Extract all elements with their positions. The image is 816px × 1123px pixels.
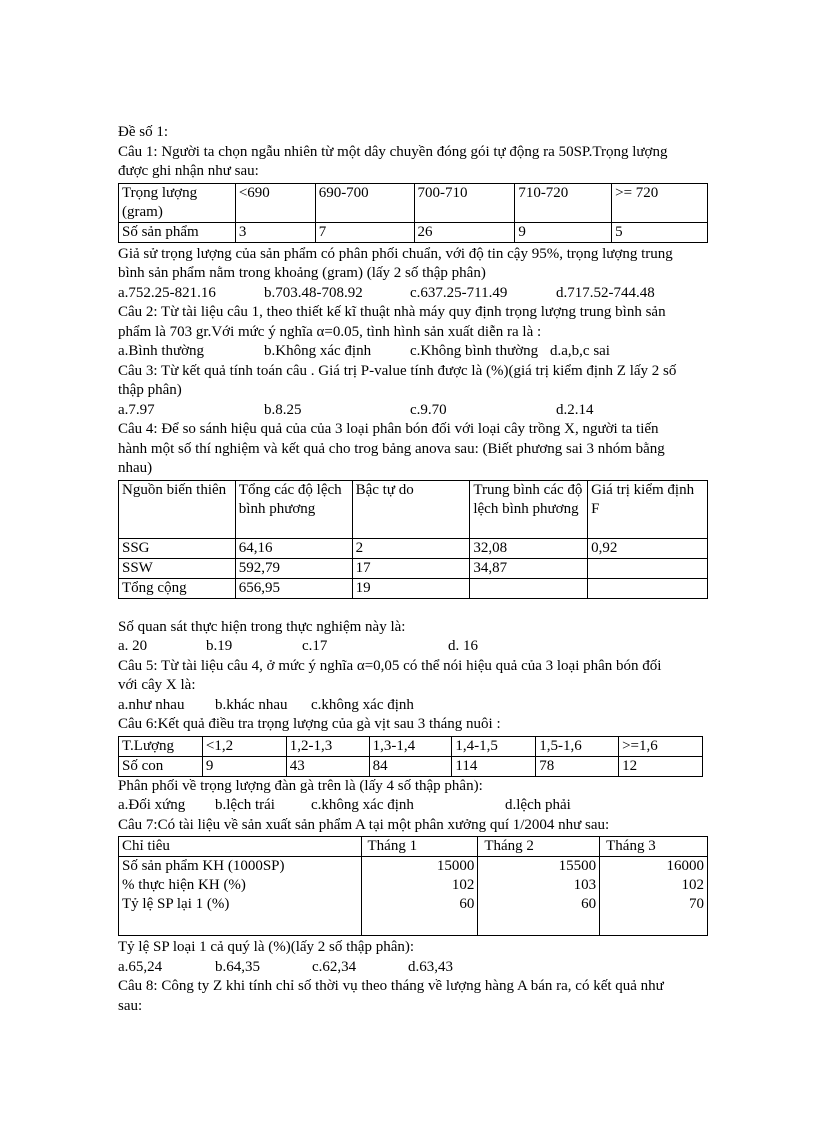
question-5-text: Câu 5: Từ tài liệu câu 4, ở mức ý nghĩa α=0,05 có thể nói hiệu quả của 3 loại phân bón đối với cây X là:: [118, 657, 662, 693]
cell: 3: [235, 222, 315, 242]
option: c.không xác định: [311, 696, 414, 713]
cell: [470, 578, 588, 598]
q4-anova-table: [118, 480, 708, 599]
question-6-text: Câu 6:Kết quả điều tra trọng lượng của gà vịt sau 3 tháng nuôi :: [118, 716, 501, 732]
option: a.65,24: [118, 958, 163, 975]
option: b.lệch trái: [215, 797, 275, 813]
cell: 19: [352, 578, 470, 598]
cell: 64,16: [235, 538, 352, 558]
cell: 690-700: [315, 183, 414, 222]
option: d.lệch phải: [505, 797, 571, 813]
header-cell: Tháng 3: [600, 837, 708, 857]
cell: SSW: [119, 558, 236, 578]
cell: <1,2: [202, 736, 286, 756]
cell: 700-710: [414, 183, 515, 222]
question-7-text: Câu 7:Có tài liệu về sản xuất sản phẩm A tại một phân xưởng quí 1/2004 như sau:: [118, 816, 610, 833]
option: d.63,43: [408, 958, 453, 975]
option: c.637.25-711.49: [410, 284, 508, 301]
cell: 78: [536, 756, 619, 776]
cell: T.Lượng: [119, 736, 203, 756]
option: a.7.97: [118, 401, 155, 418]
header-cell: Tổng các độ lệch bình phương: [235, 480, 352, 538]
header-cell: Bậc tự do: [352, 480, 470, 538]
option: a.như nhau: [118, 696, 185, 713]
cell: Tổng cộng: [119, 578, 236, 598]
value: 70: [689, 896, 704, 912]
option: a.Đối xứng: [118, 797, 186, 813]
question-1-continued: Giả sử trọng lượng của sản phẩm có phân phối chuẩn, với độ tin cậy 95%, trọng lượng trung bình sản phẩm nằm trong khoảng (gram) (lấy 2 số thập phân): [118, 245, 673, 281]
cell: 9: [202, 756, 286, 776]
question-6-options: [118, 796, 708, 816]
cell: 84: [369, 756, 452, 776]
option: c.Không bình thường: [410, 343, 539, 359]
option: b.64,35: [215, 958, 260, 975]
option: c.không xác định: [311, 797, 414, 813]
cell: 17: [352, 558, 470, 578]
question-7-continued: Tỷ lệ SP loại 1 cả quý là (%)(lấy 2 số thập phân):: [118, 939, 415, 955]
header-cell: Tháng 1: [361, 837, 478, 857]
month-3-values: [600, 857, 708, 936]
indicator-labels: [119, 857, 362, 936]
cell: 5: [612, 222, 708, 242]
question-7-options: [118, 958, 708, 978]
value: 15500: [558, 858, 597, 874]
cell: <690: [235, 183, 315, 222]
question-3-options: [118, 401, 708, 421]
cell: 1,3-1,4: [369, 736, 452, 756]
option: c.17: [302, 638, 328, 654]
cell: 114: [452, 756, 536, 776]
cell: 710-720: [515, 183, 612, 222]
cell: SSG: [119, 538, 236, 558]
q6-weight-table: [118, 736, 703, 777]
document-page: [118, 123, 708, 1016]
option: a.Bình thường: [118, 343, 205, 359]
month-1-values: [361, 857, 478, 936]
cell: [588, 558, 708, 578]
question-1-options: [118, 284, 708, 304]
value: 60: [581, 896, 597, 912]
header-cell: Chỉ tiêu: [119, 837, 362, 857]
question-4-text: Câu 4: Để so sánh hiệu quả của của 3 loại phân bón đối với loại cây trồng X, người ta tiến hành một số thí nghiệm và kết quả cho trog bảng anova sau: (Biết phương sai 3 nhóm bằng nhau): [118, 421, 665, 476]
cell: 34,87: [470, 558, 588, 578]
option: d.717.52-744.48: [556, 284, 655, 301]
option: b.8.25: [264, 401, 302, 418]
cell: >= 720: [612, 183, 708, 222]
value: 60: [459, 896, 475, 912]
question-1-text: Câu 1: Người ta chọn ngẫu nhiên từ một dây chuyền đóng gói tự động ra 50SP.Trọng lượng được ghi nhận như sau:: [118, 143, 668, 179]
cell: 2: [352, 538, 470, 558]
month-2-values: [478, 857, 600, 936]
option: b.khác nhau: [215, 696, 288, 713]
cell: >=1,6: [619, 736, 703, 756]
cell: 9: [515, 222, 612, 242]
exam-title: Đề số 1:: [118, 124, 168, 140]
cell: [588, 578, 708, 598]
option: b.Không xác định: [264, 343, 372, 359]
option: b.19: [206, 638, 233, 654]
option: d.2.14: [556, 401, 594, 418]
cell: Trọng lượng (gram): [119, 183, 236, 222]
value: 16000: [666, 858, 704, 874]
option: a. 20: [118, 638, 148, 654]
question-6-continued: Phân phối về trọng lượng đàn gà trên là (lấy 4 số thập phân):: [118, 777, 483, 794]
question-5-options: [118, 696, 708, 716]
cell: Số sản phẩm: [119, 222, 236, 242]
option: d.a,b,c sai: [550, 343, 610, 359]
question-3-text: Câu 3: Từ kết quả tính toán câu . Giá trị P-value tính được là (%)(giá trị kiểm định Z lấy 2 số thập phân): [118, 362, 677, 398]
label: Số sản phẩm KH (1000SP): [122, 858, 285, 874]
value: 103: [573, 877, 597, 893]
label: % thực hiện KH (%): [122, 877, 246, 893]
cell: 656,95: [235, 578, 352, 598]
q7-production-table: [118, 836, 708, 936]
option: a.752.25-821.16: [118, 284, 216, 301]
cell: 1,5-1,6: [536, 736, 619, 756]
header-cell: Nguồn biến thiên: [119, 480, 236, 538]
value: 102: [451, 877, 475, 893]
cell: 32,08: [470, 538, 588, 558]
question-4-continued: Số quan sát thực hiện trong thực nghiệm này là:: [118, 618, 406, 635]
header-cell: Trung bình các độ lệch bình phương: [470, 480, 588, 538]
cell: 43: [286, 756, 369, 776]
label: Tỷ lệ SP lại 1 (%): [122, 896, 230, 912]
question-4-options: [118, 637, 708, 657]
cell: 592,79: [235, 558, 352, 578]
cell: 26: [414, 222, 515, 242]
option: d. 16: [448, 638, 478, 654]
cell: 0,92: [588, 538, 708, 558]
header-cell: Giá trị kiểm định F: [588, 480, 708, 538]
q1-weight-table: [118, 183, 708, 243]
header-cell: Tháng 2: [478, 837, 600, 857]
option: b.703.48-708.92: [264, 284, 363, 301]
cell: 7: [315, 222, 414, 242]
option: c.9.70: [410, 401, 447, 418]
cell: Số con: [119, 756, 203, 776]
option: c.62,34: [312, 958, 357, 975]
question-2-text: Câu 2: Từ tài liệu câu 1, theo thiết kế kĩ thuật nhà máy quy định trọng lượng trung bình sản phẩm là 703 gr.Với mức ý nghĩa α=0.05, tình hình sản xuất diễn ra là :: [118, 304, 666, 340]
cell: 1,4-1,5: [452, 736, 536, 756]
question-8-text: Câu 8: Công ty Z khi tính chỉ số thời vụ theo tháng về lượng hàng A bán ra, có kết quả như sau:: [118, 978, 664, 1014]
question-2-options: [118, 342, 708, 362]
cell: 12: [619, 756, 703, 776]
value: 15000: [436, 858, 475, 874]
cell: 1,2-1,3: [286, 736, 369, 756]
value: 102: [681, 877, 704, 893]
